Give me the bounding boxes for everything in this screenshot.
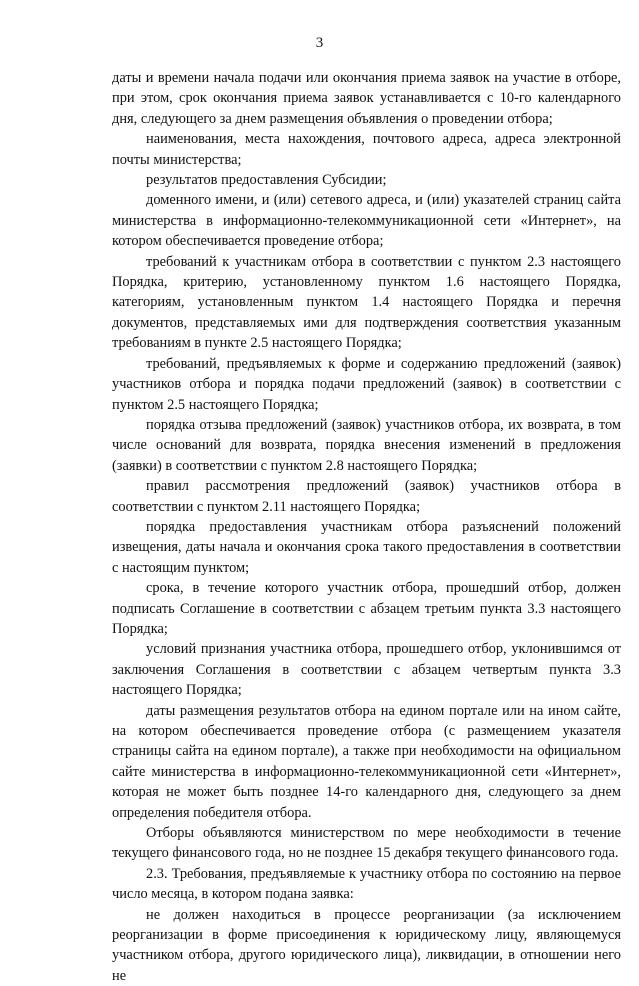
paragraph: условий признания участника отбора, прошедшего отбор, уклонившимся от заключения Соглашения в соответствии с абзацем четвертым пункта 3.3 настоящего Порядка; — [112, 641, 621, 699]
paragraph: даты размещения результатов отбора на едином портале или на ином сайте, на котором обеспечивается проведение отбора (с размещением указателя страницы сайта на едином портале), а также при необходимости на официальном сайте министерства в информационно-телекоммуникационной сети «Интернет», которая не может быть позднее 14-го календарного дня, следующего за днем определения победителя отбора. — [112, 702, 621, 821]
paragraph: 2.3. Требования, предъявляемые к участнику отбора по состоянию на первое число месяца, в котором подана заявка: — [112, 865, 621, 903]
paragraph: требований, предъявляемых к форме и содержанию предложений (заявок) участников отбора и порядка подачи предложений (заявок) в соответствии с пунктом 2.5 настоящего Порядка; — [112, 355, 621, 413]
paragraph: не должен находиться в процессе реорганизации (за исключением реорганизации в форме присоединения к юридическому лицу, являющемуся участником отбора, другого юридического лица), ликвидации, в отношении него не — [112, 906, 621, 984]
paragraph: порядка предоставления участникам отбора разъяснений положений извещения, даты начала и окончания срока такого предоставления в соответствии с настоящим пунктом; — [112, 518, 621, 576]
page-number: 3 — [315, 35, 324, 51]
paragraph: срока, в течение которого участник отбора, прошедший отбор, должен подписать Соглашение в соответствии с абзацем третьим пункта 3.3 настоящего Порядка; — [112, 580, 621, 637]
paragraph: Отборы объявляются министерством по мере необходимости в течение текущего финансового года, но не позднее 15 декабря текущего финансового года. — [112, 825, 621, 862]
paragraph: правил рассмотрения предложений (заявок) участников отбора в соответствии с пунктом 2.11 настоящего Порядка; — [112, 478, 621, 515]
body-text — [112, 68, 621, 986]
paragraph: результатов предоставления Субсидии; — [146, 172, 387, 189]
paragraph: наименования, места нахождения, почтового адреса, адреса электронной почты министерства; — [112, 131, 621, 168]
paragraph: порядка отзыва предложений (заявок) участников отбора, их возврата, в том числе оснований для возврата, порядка внесения изменений в предложения (заявки) в соответствии с пунктом 2.8 настоящего Порядка; — [112, 416, 621, 474]
paragraph: даты и времени начала подачи или окончания приема заявок на участие в отборе, при этом, срок окончания приема заявок устанавливается с 10-го календарного дня, следующего за днем размещения объявления о проведении отбора; — [112, 70, 621, 127]
paragraph: требований к участникам отбора в соответствии с пунктом 2.3 настоящего Порядка, критерию, установленному пунктом 1.6 настоящего Порядка, категориям, установленным пунктом 1.4 настоящего Порядка и перечня документов, представляемых ими для подтверждения соответствия указанным требованиям в пункте 2.5 настоящего Порядка; — [112, 253, 621, 352]
paragraph: доменного имени, и (или) сетевого адреса, и (или) указателей страниц сайта министерства в информационно-телекоммуникационной сети «Интернет», на котором обеспечивается проведение отбора; — [112, 192, 621, 250]
